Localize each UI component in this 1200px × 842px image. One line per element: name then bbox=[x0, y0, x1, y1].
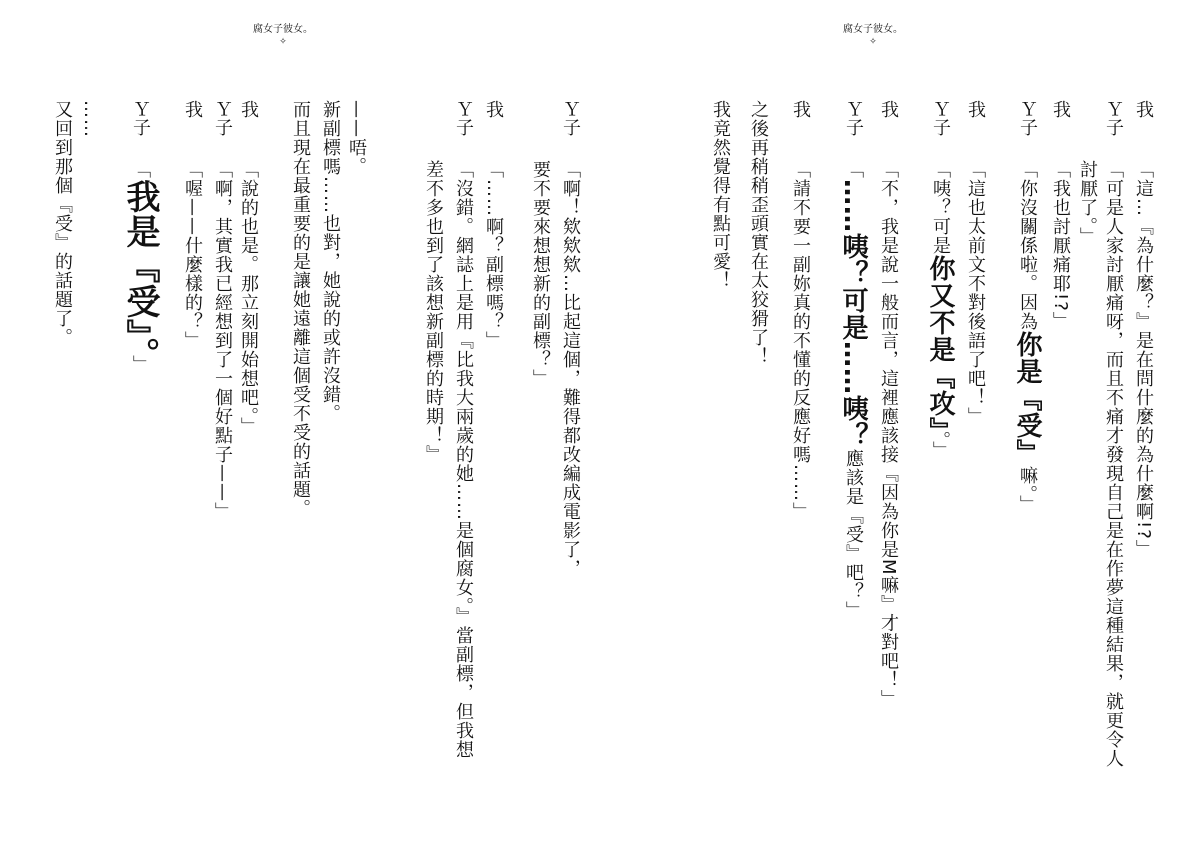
text-segment: 「喔——什麼樣的？」 bbox=[182, 160, 203, 350]
speaker-label: Ｙ子 bbox=[930, 100, 951, 136]
emphasis-text: 你是『受』 bbox=[1012, 331, 1042, 466]
text-segment: 「啊！欸欸欸…比起這個，難得都改編成電影了， bbox=[560, 160, 581, 578]
text-segment: 之後再稍稍歪頭實在太狡猾了！ bbox=[748, 100, 769, 366]
emphasis-text: 你又不是『攻』 bbox=[925, 255, 955, 431]
text-segment: 。」 bbox=[930, 431, 951, 460]
speaker-label: 我 bbox=[1050, 100, 1071, 118]
dialogue-line bbox=[1100, 160, 1126, 768]
dialogue-line bbox=[450, 160, 476, 759]
dialogue-line bbox=[557, 160, 583, 578]
text-segment: 「 bbox=[843, 160, 864, 179]
speaker-label: 我 bbox=[1133, 100, 1154, 118]
narration-line bbox=[1074, 160, 1100, 246]
narration-line bbox=[527, 160, 553, 388]
dialogue-line bbox=[1130, 160, 1156, 559]
running-header-left bbox=[243, 24, 323, 48]
dialogue-line bbox=[235, 160, 261, 436]
narration-line bbox=[707, 100, 733, 290]
header-title: 腐女子彼女。 bbox=[253, 24, 313, 35]
text-segment: 要不要來想想新的副標？」 bbox=[530, 160, 551, 388]
text-segment: 「啊，其實我已經想到了一個好點子——」 bbox=[212, 160, 233, 521]
narration-line bbox=[343, 100, 369, 176]
speaker-label: Ｙ子 bbox=[560, 100, 581, 136]
running-header-right bbox=[833, 24, 913, 48]
text-segment: 「……啊？副標嗎？」 bbox=[483, 160, 504, 350]
header-title: 腐女子彼女。 bbox=[843, 24, 903, 35]
emphasis-text: 我是『受』。 bbox=[120, 179, 160, 355]
text-segment: 討厭了。」 bbox=[1077, 160, 1098, 246]
narration-line bbox=[745, 100, 771, 366]
dialogue-line bbox=[875, 160, 901, 709]
text-segment: 「可是人家討厭痛呀，而且不痛才發現自己是在作夢這種結果，就更令人 bbox=[1103, 160, 1124, 768]
narration-line bbox=[287, 100, 313, 518]
text-segment: 「你沒關係啦。因為 bbox=[1017, 160, 1038, 331]
speaker-label: Ｙ子 bbox=[1017, 100, 1038, 136]
speaker-label: Ｙ子 bbox=[843, 100, 864, 136]
text-segment: 又回到那個『受』的話題了。 bbox=[52, 100, 73, 347]
text-segment: 「我也討厭痛耶!?」 bbox=[1050, 160, 1071, 331]
text-segment: 應該是『受』吧？」 bbox=[843, 449, 864, 620]
speaker-label: Ｙ子 bbox=[1103, 100, 1124, 136]
emphasis-text: ……咦？可是……咦？ bbox=[838, 179, 868, 449]
text-segment: 差不多也到了該想新副標的時期！』 bbox=[423, 160, 444, 464]
text-segment: 「這也太前文不對後語了吧！」 bbox=[965, 160, 986, 426]
narration-line bbox=[49, 100, 75, 347]
speaker-label: Ｙ子 bbox=[453, 100, 474, 136]
ornament-icon: ✧ bbox=[869, 37, 877, 47]
speaker-label: 我 bbox=[790, 100, 811, 118]
text-segment: 我竟然覺得有點可愛！ bbox=[710, 100, 731, 290]
narration-line bbox=[77, 100, 103, 138]
dialogue-line bbox=[209, 160, 235, 521]
text-segment: 「 bbox=[130, 160, 151, 179]
dialogue-line bbox=[1009, 160, 1045, 514]
dialogue-line bbox=[480, 160, 506, 350]
speaker-label: 我 bbox=[878, 100, 899, 118]
text-segment: 「說的也是。那立刻開始想吧。」 bbox=[238, 160, 259, 436]
speaker-label: 我 bbox=[238, 100, 259, 118]
text-segment: 「請不要一副妳真的不懂的反應好嗎……」 bbox=[790, 160, 811, 521]
ornament-icon: ✧ bbox=[279, 37, 287, 47]
text-segment: ——唔。 bbox=[346, 100, 367, 176]
dialogue-line bbox=[922, 160, 958, 460]
speaker-label: 我 bbox=[965, 100, 986, 118]
speaker-label: Ｙ子 bbox=[212, 100, 233, 136]
dialogue-line bbox=[179, 160, 205, 350]
text-segment: 「這…『為什麼？』是在問什麼的為什麼啊!?」 bbox=[1133, 160, 1154, 559]
text-segment: 而且現在最重要的是讓她遠離這個受不受的話題。 bbox=[290, 100, 311, 518]
text-segment: 「不，我是說一般而言，這裡應該接『因為你是M嘛』才對吧！」 bbox=[878, 160, 899, 709]
text-segment: 嘛。」 bbox=[1017, 466, 1038, 514]
narration-line bbox=[420, 160, 446, 464]
dialogue-line bbox=[1047, 160, 1073, 331]
dialogue-line bbox=[835, 160, 871, 620]
text-segment: 新副標嗎……也對，她說的或許沒錯。 bbox=[320, 100, 341, 423]
dialogue-line bbox=[962, 160, 988, 426]
dialogue-line bbox=[787, 160, 813, 521]
text-segment: 「咦？可是 bbox=[930, 160, 951, 255]
text-segment: 「沒錯。網誌上是用『比我大兩歲的她……是個腐女。』當副標，但我想 bbox=[453, 160, 474, 759]
speaker-label: 我 bbox=[483, 100, 504, 118]
text-segment: 」 bbox=[130, 355, 151, 374]
speaker-label: Ｙ子 bbox=[130, 100, 151, 136]
narration-line bbox=[317, 100, 343, 423]
dialogue-line bbox=[122, 160, 158, 374]
speaker-label: 我 bbox=[182, 100, 203, 118]
text-segment: …… bbox=[80, 100, 101, 138]
